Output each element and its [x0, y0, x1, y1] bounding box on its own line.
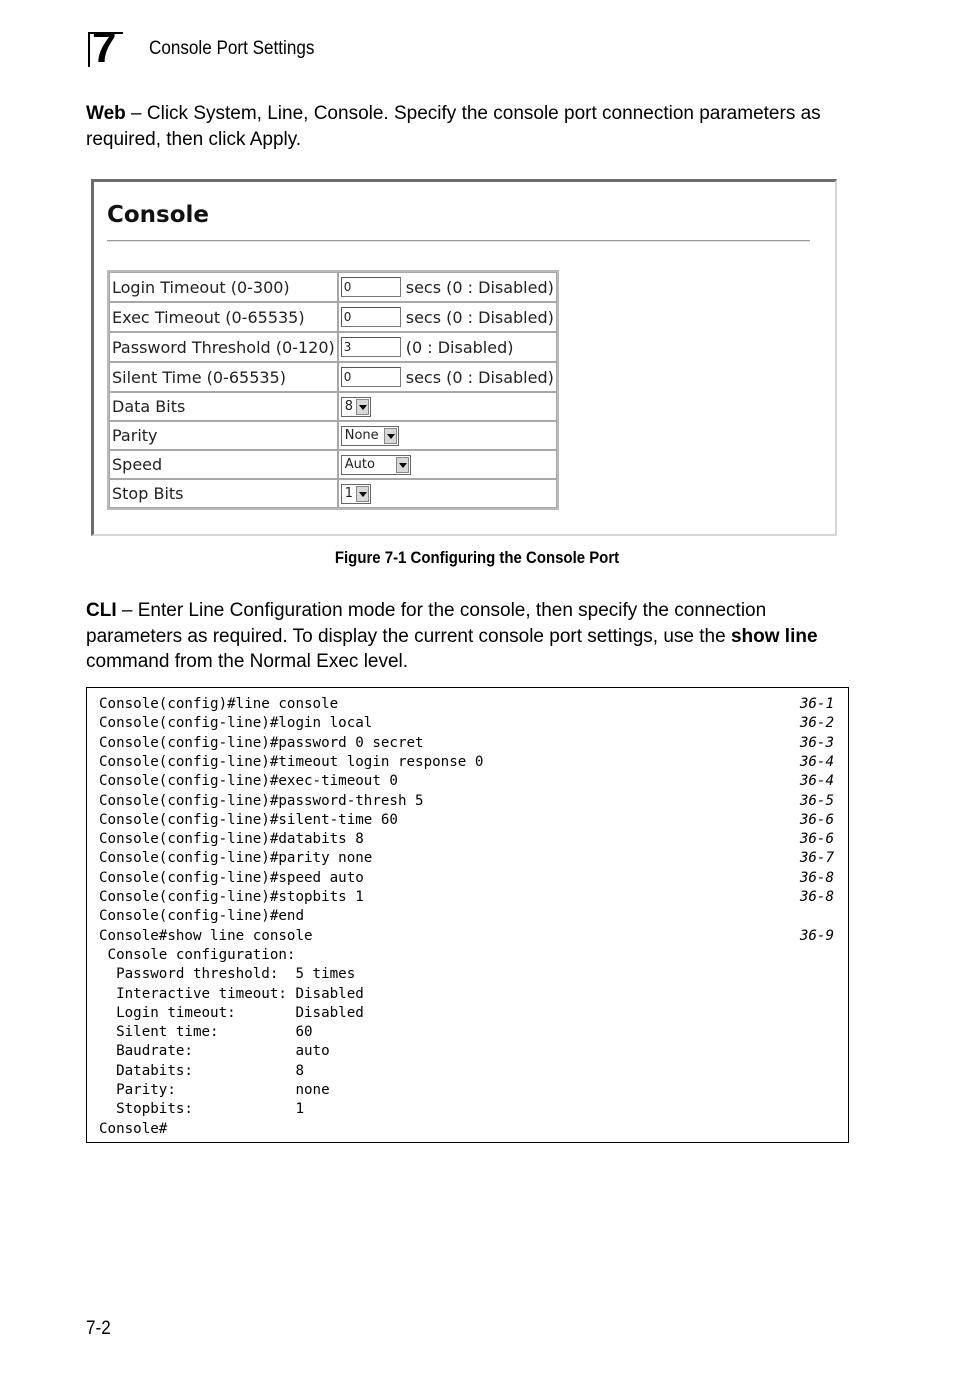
code-line: Console(config-line)#exec-timeout 0 — [99, 773, 398, 790]
code-line: Console(config-line)#login local — [99, 715, 373, 732]
console-settings-screenshot — [91, 179, 837, 536]
settings-row — [109, 332, 557, 362]
running-header: Console Port Settings — [149, 38, 315, 59]
setting-label: Speed — [109, 450, 338, 479]
setting-value-cell — [338, 332, 557, 362]
setting-text-input[interactable]: 0 — [341, 277, 401, 297]
cli-lead: CLI — [86, 600, 117, 621]
setting-label: Exec Timeout (0-65535) — [109, 302, 338, 332]
setting-dropdown[interactable] — [341, 484, 371, 504]
setting-unit-hint: (0 : Disabled) — [405, 337, 514, 357]
dropdown-selected-value: Auto — [344, 456, 375, 472]
setting-text-input[interactable]: 0 — [341, 367, 401, 387]
code-line: Databits: 8 — [99, 1062, 304, 1079]
page-number: 7-2 — [86, 1318, 111, 1339]
cli-code-block — [86, 687, 849, 1143]
dropdown-arrow-icon[interactable] — [384, 428, 397, 444]
setting-value-cell — [338, 272, 557, 302]
chapter-number: 7 — [92, 23, 116, 72]
figure-caption: Figure 7-1 Configuring the Console Port — [334, 548, 620, 567]
web-paragraph — [86, 101, 854, 152]
code-line: Baudrate: auto — [99, 1043, 330, 1060]
console-page-title: Console — [107, 202, 210, 228]
code-line: Console configuration: — [99, 946, 296, 963]
setting-unit-hint: secs (0 : Disabled) — [405, 277, 554, 297]
setting-dropdown[interactable] — [341, 397, 371, 417]
setting-value-cell — [338, 479, 557, 508]
code-line: Console(config-line)#end — [99, 908, 304, 925]
code-line: Console(config-line)#speed auto — [99, 869, 364, 886]
code-line: Password threshold: 5 times — [99, 966, 356, 983]
setting-label: Data Bits — [109, 392, 338, 421]
code-line: Console(config-line)#databits 8 — [99, 831, 364, 848]
setting-value-cell — [338, 421, 557, 450]
command-page-reference: 36-8 — [799, 889, 834, 905]
code-line: Interactive timeout: Disabled — [99, 985, 364, 1002]
settings-row — [109, 450, 557, 479]
web-lead: Web — [86, 103, 126, 124]
code-line: Console(config-line)#silent-time 60 — [99, 811, 398, 828]
console-settings-table — [107, 270, 559, 510]
title-divider — [107, 240, 810, 242]
setting-label: Stop Bits — [109, 479, 338, 508]
setting-unit-hint: secs (0 : Disabled) — [405, 367, 554, 387]
setting-value-cell — [338, 362, 557, 392]
code-line: Console(config-line)#stopbits 1 — [99, 889, 364, 905]
command-page-reference: 36-5 — [799, 792, 834, 809]
setting-text-input[interactable]: 3 — [341, 337, 401, 357]
command-page-reference: 36-2 — [799, 715, 834, 732]
command-page-reference: 36-7 — [799, 850, 834, 867]
dropdown-arrow-icon[interactable] — [396, 457, 409, 473]
setting-label: Login Timeout (0-300) — [109, 272, 338, 302]
code-line: Console(config-line)#password 0 secret — [99, 734, 424, 751]
cli-paragraph — [86, 598, 854, 675]
setting-label: Parity — [109, 421, 338, 450]
setting-value-cell — [338, 392, 557, 421]
setting-dropdown[interactable] — [341, 426, 399, 446]
command-page-reference: 36-1 — [799, 696, 834, 712]
cli-text-2: command from the Normal Exec level. — [86, 651, 409, 672]
code-line: Console# — [99, 1120, 168, 1137]
settings-row — [109, 272, 557, 302]
settings-row — [109, 362, 557, 392]
code-line: Login timeout: Disabled — [99, 1004, 364, 1021]
dropdown-selected-value: 1 — [344, 485, 354, 501]
setting-dropdown[interactable] — [341, 455, 411, 475]
code-line: Console(config-line)#parity none — [99, 850, 373, 867]
code-line: Console#show line console — [99, 927, 313, 944]
settings-row — [109, 392, 557, 421]
setting-text-input[interactable]: 0 — [341, 307, 401, 327]
command-page-reference: 36-6 — [799, 831, 834, 848]
cli-text-1: – Enter Line Configuration mode for the console, then specify the connection parameters as required. To display the current console port settings, use the — [86, 600, 767, 647]
command-page-reference: 36-8 — [799, 869, 834, 886]
code-line: Silent time: 60 — [99, 1024, 313, 1041]
code-line: Parity: none — [99, 1082, 330, 1098]
command-page-reference: 36-3 — [799, 734, 834, 751]
code-line: Console(config-line)#timeout login response 0 — [99, 753, 484, 770]
command-page-reference: 36-9 — [799, 927, 834, 944]
setting-label: Silent Time (0-65535) — [109, 362, 338, 392]
code-line: Stopbits: 1 — [99, 1101, 304, 1118]
dropdown-selected-value: 8 — [344, 398, 354, 414]
command-page-reference: 36-6 — [799, 811, 834, 828]
code-line: Console(config)#line console — [99, 696, 339, 712]
setting-value-cell — [338, 302, 557, 332]
dropdown-selected-value: None — [344, 427, 379, 443]
command-page-reference: 36-4 — [799, 773, 834, 790]
setting-value-cell — [338, 450, 557, 479]
command-page-reference: 36-4 — [799, 753, 834, 770]
settings-row — [109, 479, 557, 508]
settings-row — [109, 302, 557, 332]
code-line: Console(config-line)#password-thresh 5 — [99, 792, 424, 809]
setting-label: Password Threshold (0-120) — [109, 332, 338, 362]
setting-unit-hint: secs (0 : Disabled) — [405, 307, 554, 327]
show-line-command: show line — [730, 625, 818, 647]
dropdown-arrow-icon[interactable] — [356, 486, 369, 502]
settings-row — [109, 421, 557, 450]
dropdown-arrow-icon[interactable] — [356, 399, 369, 415]
web-text: – Click System, Line, Console. Specify the console port connection parameters as required, then click Apply. — [86, 103, 821, 150]
